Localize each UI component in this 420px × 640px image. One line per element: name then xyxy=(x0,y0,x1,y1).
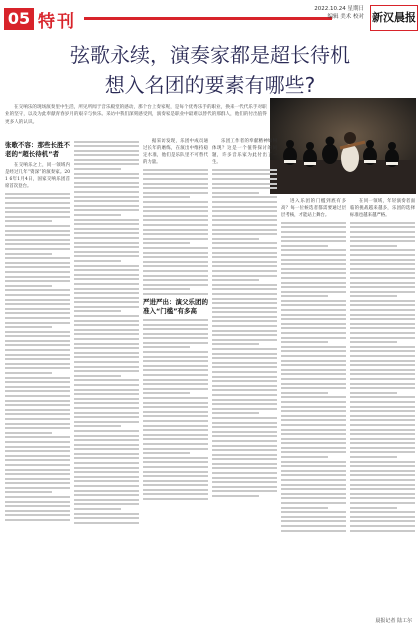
article-body xyxy=(5,138,416,628)
headline xyxy=(0,40,420,100)
column-4 xyxy=(212,138,277,500)
masthead xyxy=(0,0,420,32)
byline: 晨报记者 陆工尔 xyxy=(375,618,412,624)
subhead-1: 张歌不容：那些长胜不老的“超长待机”者 xyxy=(5,141,70,158)
column-3-text: 据采访发现，乐团中成员通过长年的磨练，在演出中维持稳定水准，他们是乐队里不可替代的力量。 xyxy=(143,139,208,166)
column-4-text: 乐团工作者的奉献精神如何体现？这是一个值得探讨的问题，许多音乐家为此付出了一生。 xyxy=(212,139,277,166)
page-number: 05 xyxy=(4,8,34,30)
headline-line-1: 弦歌永续，演奏家都是超长待机 xyxy=(70,43,350,67)
headline-line-2: 想入名团的要素有哪些? xyxy=(104,73,316,97)
newspaper-logo: 新汉晨报 xyxy=(370,5,418,31)
subhead-2: 严进严出：演父乐团的准入“门槛”有多高 xyxy=(143,297,208,315)
issue-meta xyxy=(286,5,364,21)
issue-staff: 编辑 美术 校对 xyxy=(327,14,364,20)
column-6-text: 在同一领域，年轻演奏者面临的挑战越来越多，乐团的选择标准也越来越严格。 xyxy=(350,199,415,219)
column-5 xyxy=(281,198,346,534)
column-1-text: 在交响乐之上，同一领域内是经过几年“资深”的演奏家。20 1 6年1月4日，国家交响乐团首席首次登台。 xyxy=(5,163,70,190)
lead-paragraph: 在交响乐的现场演奏里中生活，所见所闻于音乐殿堂的感动，那个台上奏家呢，是每个优秀乐手的职业，换来一代代乐手对职业的坚守，以及为此奉献青春岁月的艰辛与快乐。采访中我们深刻感受到，演奏家是职业中最难以替代的那群人，他们的付出值得更多人的认识。 xyxy=(5,105,267,125)
column-1 xyxy=(5,138,70,524)
section-title: 特刊 xyxy=(38,12,76,32)
column-3 xyxy=(143,138,208,503)
issue-date: 2022.10.24 星期日 xyxy=(314,6,364,12)
column-6 xyxy=(350,198,415,534)
column-2 xyxy=(74,138,139,526)
column-5-text: 进入乐团的门槛到底有多高？每一位候选者都需要通过层层考核，才能站上舞台。 xyxy=(281,199,346,219)
